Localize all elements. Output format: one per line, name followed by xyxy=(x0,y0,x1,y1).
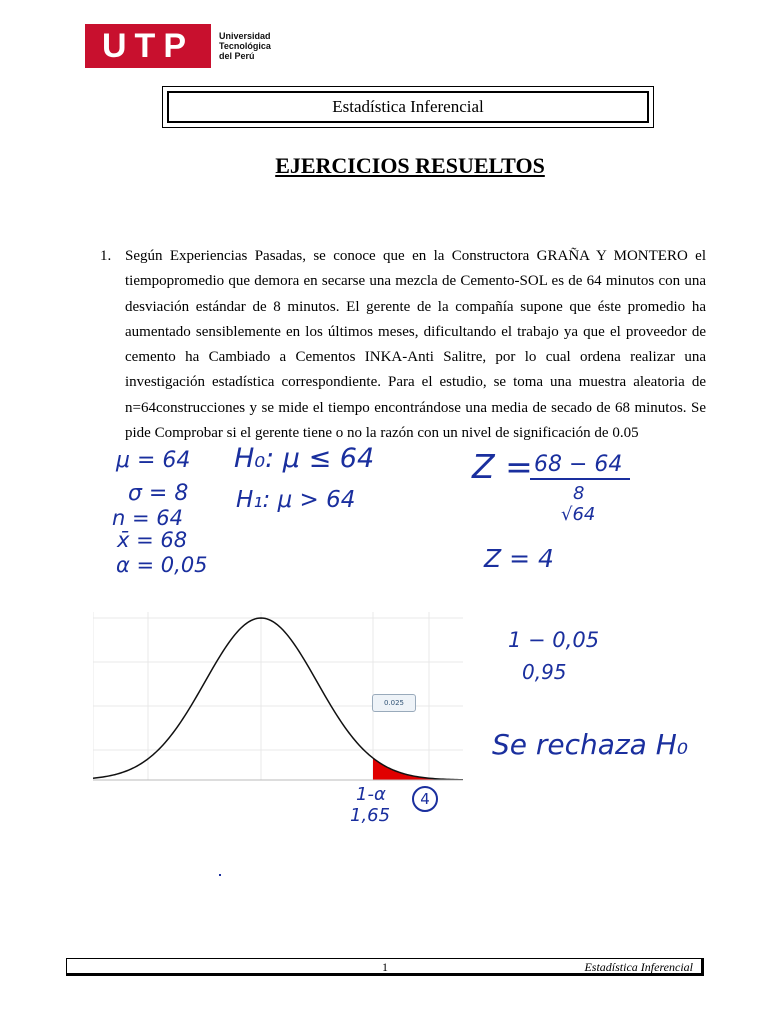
hw-alpha: α = 0,05 xyxy=(116,553,208,577)
logo-line-2: Tecnológica xyxy=(219,41,271,51)
utp-logo xyxy=(85,24,271,68)
hw-critical-value: 1,65 xyxy=(350,805,391,826)
logo-line-1: Universidad xyxy=(219,31,271,41)
stray-mark xyxy=(219,874,221,876)
hw-z-den-top: 8 xyxy=(573,483,585,504)
page-footer xyxy=(66,958,704,976)
course-title: Estadística Inferencial xyxy=(167,91,649,123)
hw-calc-2: 0,95 xyxy=(522,660,567,684)
footer-course-title: Estadística Inferencial xyxy=(584,960,693,974)
hw-sigma: σ = 8 xyxy=(128,481,189,506)
hw-z-den-bottom: √64 xyxy=(561,504,596,525)
hw-conclusion: Se rechaza H₀ xyxy=(492,728,688,761)
hw-critical-label: 1-α xyxy=(356,784,386,805)
logo-mark: UTP xyxy=(85,24,211,68)
exercise-text: Según Experiencias Pasadas, se conoce que en la Constructora GRAÑA Y MONTERO el tiempopromedio que demora en secarse una mezcla de Cemento-SOL es de 64 minutos con una desviación estándar de 8 minutos. El gerente de la compañía supone que éste promedio ha aumentado sensiblemente en los últimos meses, dificultando el trabajo ya que el proveedor de cemento ha Cambiado a Cementos INKA-Anti Salitre, por lo cual ordena realizar una investigación estadística correspondiente. Para el estudio, se toma una muestra aleatoria de n=64construcciones y se mide el tiempo encontrándose una media de secado de 68 minutos. Se pide Comprobar si el gerente tiene o no la razón con un nivel de significación de 0.05 xyxy=(125,248,706,442)
course-title-box xyxy=(162,86,654,128)
hw-z-numerator: 68 − 64 xyxy=(534,452,623,477)
hw-h0: H₀: μ ≤ 64 xyxy=(234,443,375,474)
hw-n: n = 64 xyxy=(112,506,183,530)
logo-wordmark xyxy=(219,31,271,61)
hw-h1: H₁: μ > 64 xyxy=(236,487,356,513)
page-title: EJERCICIOS RESUELTOS xyxy=(275,153,545,178)
logo-line-3: del Perú xyxy=(219,51,255,61)
hw-fraction-line xyxy=(530,478,630,480)
tail-area-label: 0.025 xyxy=(372,694,416,712)
hw-z-result: Z = 4 xyxy=(484,544,554,573)
hw-xbar: x̄ = 68 xyxy=(117,528,188,552)
exercise-1 xyxy=(100,244,706,446)
exercise-number: 1. xyxy=(100,248,112,264)
hw-mu: μ = 64 xyxy=(116,448,191,473)
hw-z-label: Z = xyxy=(472,447,533,486)
hw-z-marker: 4 xyxy=(412,786,438,812)
page-number: 1 xyxy=(382,960,388,974)
hw-calc-1: 1 − 0,05 xyxy=(508,628,600,652)
